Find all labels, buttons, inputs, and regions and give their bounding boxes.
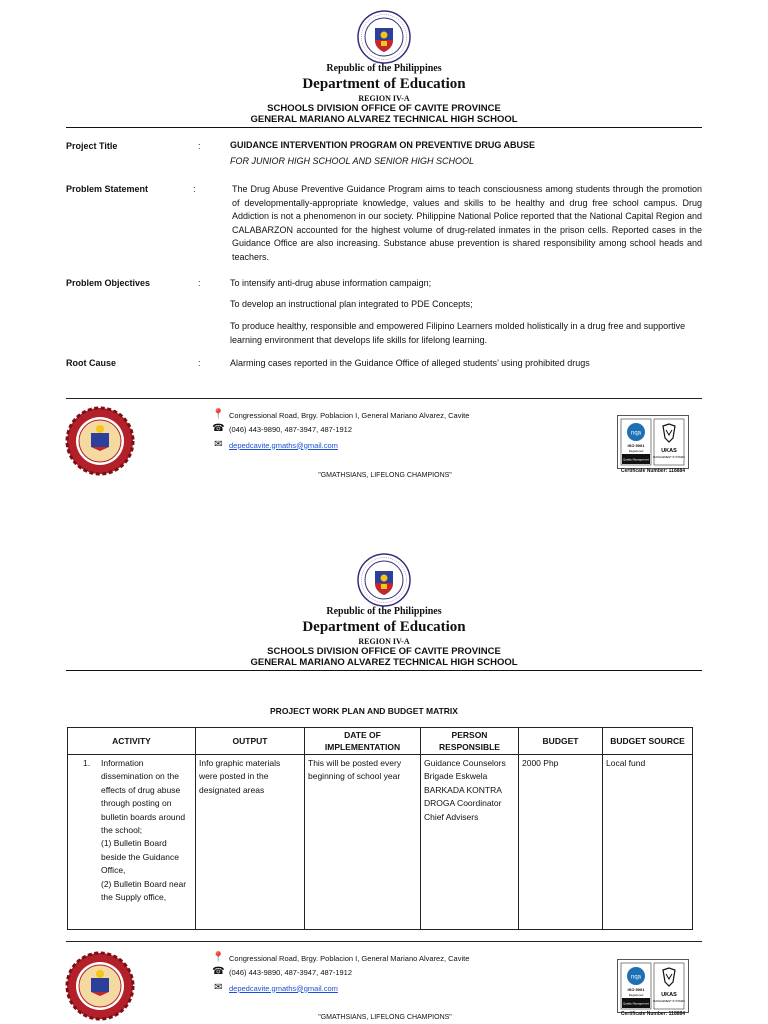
iso-certification-badge bbox=[617, 959, 689, 1013]
address-text: Congressional Road, Brgy. Poblacion I, General Mariano Alvarez, Cavite bbox=[229, 410, 470, 420]
person-cell: Guidance Counselors Brigade Eskwela BARKADA KONTRA DROGA Coordinator Chief Advisers bbox=[421, 755, 519, 930]
certificate-number: Certificate Number: 118884 bbox=[620, 468, 686, 474]
region-line: REGION IV-A bbox=[358, 94, 410, 103]
column-header: ACTIVITY bbox=[68, 728, 196, 755]
school-line: GENERAL MARIANO ALVAREZ TECHNICAL HIGH SCHOOL bbox=[250, 114, 518, 125]
footer-rule bbox=[66, 941, 702, 942]
location-pin-icon: 📍 bbox=[212, 952, 225, 963]
colon: : bbox=[193, 184, 196, 194]
footer-rule bbox=[66, 398, 702, 399]
email-link[interactable]: depedcavite.gmaths@gmail.com bbox=[229, 983, 338, 993]
project-title-value: GUIDANCE INTERVENTION PROGRAM ON PREVENTIVE DRUG ABUSE bbox=[230, 140, 536, 150]
colon: : bbox=[198, 358, 201, 368]
budget-source-cell: Local fund bbox=[603, 755, 693, 930]
activity-text: Information dissemination on the effects of drug abuse through posting on bulletin boards around the school; (1) Bulletin Board beside the Guidance Office, (2) Bulletin Board near the Supply office, bbox=[101, 758, 187, 903]
phone-text: (046) 443-9890, 487-3947, 487-1912 bbox=[229, 424, 353, 434]
root-cause-label: Root Cause bbox=[66, 358, 117, 368]
certificate-number: Certificate Number: 118884 bbox=[620, 1011, 686, 1017]
ukas-text: UKAS bbox=[661, 448, 677, 454]
department-title: Department of Education bbox=[302, 619, 466, 635]
deped-seal bbox=[357, 553, 411, 607]
school-logo bbox=[64, 950, 136, 1022]
division-line: SCHOOLS DIVISION OFFICE OF CAVITE PROVINCE bbox=[267, 646, 501, 657]
ukas-text: UKAS bbox=[661, 992, 677, 998]
registered-text: Registered bbox=[628, 449, 644, 453]
matrix-title: PROJECT WORK PLAN AND BUDGET MATRIX bbox=[270, 706, 458, 716]
deped-seal bbox=[357, 10, 411, 64]
date-cell: This will be posted every beginning of school year bbox=[305, 755, 421, 930]
project-title-label: Project Title bbox=[66, 141, 118, 151]
quality-text: Quality Management bbox=[623, 457, 649, 462]
output-cell: Info graphic materials were posted in the designated areas bbox=[196, 755, 305, 930]
department-title: Department of Education bbox=[302, 76, 466, 92]
nqa-text: nqa bbox=[630, 430, 642, 437]
email-link[interactable]: depedcavite.gmaths@gmail.com bbox=[229, 440, 338, 450]
school-motto: "GMATHSIANS, LIFELONG CHAMPIONS" bbox=[318, 472, 452, 479]
problem-objectives-label: Problem Objectives bbox=[66, 278, 151, 288]
colon: : bbox=[198, 141, 201, 151]
footer-phone bbox=[212, 424, 352, 434]
activity-cell bbox=[68, 755, 196, 930]
objective-item: To produce healthy, responsible and empowered Filipino Learners molded holistically in a drug free and supportive learning environment that develops life skills for lifelong learning. bbox=[230, 321, 686, 345]
column-header: DATE OF IMPLEMENTATION bbox=[305, 728, 421, 755]
region-line: REGION IV-A bbox=[358, 637, 410, 646]
objective-item: To develop an instructional plan integrated to PDE Concepts; bbox=[230, 299, 473, 309]
budget-cell: 2000 Php bbox=[519, 755, 603, 930]
column-header: PERSON RESPONSIBLE bbox=[421, 728, 519, 755]
work-plan-table bbox=[67, 727, 693, 930]
quality-text: Quality Management bbox=[623, 1001, 649, 1006]
phone-icon: ☎ bbox=[212, 423, 225, 434]
mail-icon: ✉ bbox=[214, 982, 223, 993]
iso-text: ISO 9001 bbox=[627, 443, 645, 448]
republic-line: Republic of the Philippines bbox=[326, 606, 442, 617]
mail-icon: ✉ bbox=[214, 439, 223, 450]
table-header-row bbox=[68, 728, 693, 755]
location-pin-icon: 📍 bbox=[212, 409, 225, 420]
table-row bbox=[68, 755, 693, 930]
school-line: GENERAL MARIANO ALVAREZ TECHNICAL HIGH SCHOOL bbox=[250, 657, 518, 668]
footer-address bbox=[212, 953, 469, 963]
problem-statement-value: The Drug Abuse Preventive Guidance Program aims to teach consciousness among students through the promotion of developmentally-appropriate knowledge, values and skills to be healthy and drug free school campus. Drug Addiction is not a phenomenon in our society. Philippine National Police reported that the National Capital Region and CALABARZON accounted for the highest volume of drug-related inmates in the prison cells. Reported cases in the Guidance Office are also increasing. Substance abuse prevention is shared responsibility among school heads and teachers. bbox=[232, 184, 702, 262]
column-header: BUDGET SOURCE bbox=[603, 728, 693, 755]
project-title-sub: FOR JUNIOR HIGH SCHOOL AND SENIOR HIGH SCHOOL bbox=[230, 156, 475, 166]
school-logo bbox=[64, 405, 136, 477]
column-header: BUDGET bbox=[519, 728, 603, 755]
root-cause-value: Alarming cases reported in the Guidance Office of alleged students’ using prohibited drugs bbox=[230, 358, 590, 368]
problem-statement-label: Problem Statement bbox=[66, 184, 149, 194]
division-line: SCHOOLS DIVISION OFFICE OF CAVITE PROVINCE bbox=[267, 103, 501, 114]
ukas-sub-text: MANAGEMENT SYSTEMS bbox=[653, 456, 685, 459]
school-motto: "GMATHSIANS, LIFELONG CHAMPIONS" bbox=[318, 1014, 452, 1021]
iso-certification-badge bbox=[617, 415, 689, 469]
iso-text: ISO 9001 bbox=[627, 987, 645, 992]
header-rule bbox=[66, 127, 702, 128]
footer-address bbox=[212, 410, 469, 420]
header-rule bbox=[66, 670, 702, 671]
phone-icon: ☎ bbox=[212, 966, 225, 977]
activity-number: 1. bbox=[83, 758, 91, 768]
address-text: Congressional Road, Brgy. Poblacion I, General Mariano Alvarez, Cavite bbox=[229, 953, 470, 963]
objective-item: To intensify anti-drug abuse information campaign; bbox=[230, 278, 432, 288]
registered-text: Registered bbox=[628, 993, 644, 997]
ukas-sub-text: MANAGEMENT SYSTEMS bbox=[653, 1000, 685, 1003]
footer-email bbox=[212, 440, 338, 450]
column-header: OUTPUT bbox=[196, 728, 305, 755]
republic-line: Republic of the Philippines bbox=[326, 63, 442, 74]
colon: : bbox=[198, 278, 201, 288]
phone-text: (046) 443-9890, 487-3947, 487-1912 bbox=[229, 967, 353, 977]
footer-email bbox=[212, 983, 338, 993]
nqa-text: nqa bbox=[630, 974, 642, 981]
footer-phone bbox=[212, 967, 352, 977]
